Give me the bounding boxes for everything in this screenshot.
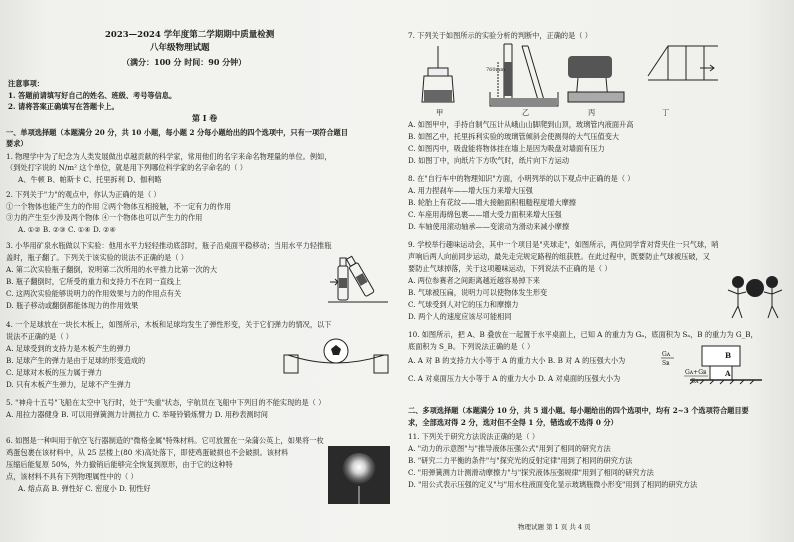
question-text: 6. 如图是一种叫用于航空飞行器制造的"微格金属"特殊材料。它可放置在一朵蒲公英上，如果将一枚 bbox=[6, 436, 324, 445]
answer-option: B. 瓶子翻倒时，它所受的重力和支持力不在同一直线上 bbox=[6, 277, 182, 286]
question-text: 11. 下列关于研究方法说法正确的是（ ） bbox=[408, 432, 540, 441]
answer-options: A. A 对 B 的支持力大小等于 A 的重力大小 B. B 对 A 的压强大小为 bbox=[408, 356, 626, 365]
question-text: 鸡蛋包裹在该材料中，从 25 层楼上(80 米)高处落下，即使鸡蛋破损也不会破损。该材料 bbox=[6, 448, 289, 457]
answer-options: A. ①② B. ②③ C. ①④ D. ②④ bbox=[18, 225, 116, 234]
answer-option: B. 如图乙中，托里拆利实验的玻璃管倾斜会使测得的大气压值变大 bbox=[408, 132, 620, 141]
section-heading: 求，全部选对得 2 分，选对但不全得 1 分，错选或不选得 0 分） bbox=[408, 418, 618, 427]
figure-bing bbox=[568, 56, 624, 102]
question-text: 5. "神舟十五号"飞船在太空中飞行时，处于"失重"状态，宇航员在飞船中下列目的不能实现的是（ ） bbox=[6, 398, 326, 407]
answer-option: C. "用弹簧测力计测滑动摩擦力"与"探究液体压强规律"用到了相同的研究方法 bbox=[408, 468, 654, 477]
dandelion-photo bbox=[328, 446, 390, 504]
answer-option: D. 车轴使用滚动轴承——变滚动为滑动来减小摩擦 bbox=[408, 222, 570, 231]
answer-option: C. 足球对木板的压力属于弹力 bbox=[6, 368, 103, 377]
balloon-kids-figure bbox=[724, 272, 786, 322]
answer-option: A. 如图甲中，手持自制气压计从峨山山脚爬到山顶，玻璃管内液面升高 bbox=[408, 120, 634, 129]
figure-label: 丁 bbox=[662, 108, 670, 117]
question-text: ③力的产生至少涉及两个物体 ④一个物体也可以产生力的作用 bbox=[6, 213, 203, 222]
question-text: 7. 下列关于如图所示的实验分析的判断中，正确的是（ ） bbox=[408, 31, 592, 40]
question-text: 要防止气球掉落，关于这项趣味运动，下列说法不正确的是（ ） bbox=[408, 264, 612, 273]
question-text: 盖时，瓶子翻了。下列关于该实验的说法不正确的是（ ） bbox=[6, 253, 188, 262]
notes-line: 1. 答题前请填写好自己的姓名、班级、考号等信息。 bbox=[8, 91, 177, 100]
figure-jia bbox=[422, 46, 454, 102]
question-text: 9. 学校举行趣味运动会，其中一个项目是"夹球走"，如图所示，两位同学背对背夹住一只气球，哨 bbox=[408, 240, 719, 249]
section-heading: 要求） bbox=[6, 139, 28, 148]
exam-title: 2023—2024 学年度第二学期期中质量检测 bbox=[105, 30, 275, 40]
answer-option: A. 两位参赛者之间距离越近越容易掉下来 bbox=[408, 276, 540, 285]
figure-label: 乙 bbox=[522, 108, 530, 117]
figure-label: 丙 bbox=[588, 108, 596, 117]
answer-option: B. 气球被压扁，说明力可以使物体发生形变 bbox=[408, 288, 548, 297]
section-heading: 一、单项选择题（本题满分 20 分，共 10 小题，每小题 2 分每小题给出的四个选项中，只有一项符合题目 bbox=[6, 128, 348, 137]
svg-text:Gᴀ+Gʙ: Gᴀ+Gʙ bbox=[685, 369, 707, 376]
formula-fraction bbox=[660, 349, 684, 367]
question-text: 声响后两人向前同步运动，最先走完规定路程的组获胜。在此过程中，既要防止气球被压破，又 bbox=[408, 252, 710, 261]
page-footer: 物理试题 第 1 页 共 4 页 bbox=[518, 523, 591, 531]
football-board-figure bbox=[282, 335, 390, 377]
figure-label: 甲 bbox=[436, 108, 444, 117]
question-text: 4. 一个足球放在一块长木板上，如图所示，木板和足球均发生了弹性形变，关于它们弹力的情况，以下 bbox=[6, 320, 332, 329]
answer-option: B. 足球产生的弹力是由于足球的形变造成的 bbox=[6, 356, 146, 365]
block-label: B bbox=[725, 351, 732, 360]
q7-figures bbox=[418, 40, 794, 114]
question-text: 点，该材料不具有下列物理属性中的（ ） bbox=[6, 472, 138, 481]
answer-option: C. 这两次实验能够说明力的作用效果与力的作用点有关 bbox=[6, 289, 182, 298]
figure-yi bbox=[490, 44, 558, 106]
answer-option: A. "动力的示意图"与"推导液体压强公式"用到了相同的研究方法 bbox=[408, 444, 611, 453]
volume-heading: 第 I 卷 bbox=[192, 113, 218, 123]
answer-option: A. 足球受到的支持力是木板产生的弹力 bbox=[6, 344, 131, 353]
exam-subtitle: 八年级物理试题 bbox=[150, 43, 210, 53]
answer-option: D. 只有木板产生弹力，足球不产生弹力 bbox=[6, 380, 132, 389]
question-text: ①一个物体也能产生力的作用 ②两个物体互相接触，不一定有力的作用 bbox=[6, 202, 232, 211]
answer-option: C. 气球受到人对它的压力和摩擦力 bbox=[408, 300, 519, 309]
svg-text:Sʙ: Sʙ bbox=[662, 360, 670, 367]
svg-text:Gᴀ: Gᴀ bbox=[662, 351, 671, 358]
figure-ding bbox=[648, 46, 718, 80]
answer-option: A. 第二次实验瓶子翻倒，说明第二次所用的水平推力比第一次的大 bbox=[6, 265, 218, 274]
figure-label-760mm: 760mm bbox=[486, 67, 506, 73]
exam-meta: （满分：100 分 时间：90 分钟） bbox=[122, 57, 247, 67]
question-text: 说法不正确的是（ ） bbox=[6, 332, 73, 341]
answer-options: A. 熔点高 B. 弹性好 C. 密度小 D. 韧性好 bbox=[18, 484, 151, 493]
question-text: 底面积为 S_B。下列说法正确的是（ ） bbox=[408, 342, 535, 351]
answer-options: A、牛顿 B、帕斯卡 C、托里拆利 D、伽利略 bbox=[18, 175, 162, 184]
question-text: 压缩后能复原 50%，外力撤销后能够完全恢复到原形，由于它的这种特 bbox=[6, 460, 233, 469]
answer-option: C. 车座用海绵包裹——增大受力面积来增大压强 bbox=[408, 210, 562, 219]
answer-option: D. "用公式表示压强的定义"与"用水柱液面变化显示玻璃瓶微小形变"用到了相同的研究方法 bbox=[408, 480, 698, 489]
svg-text:Sᴀ: Sᴀ bbox=[691, 378, 699, 385]
answer-option: A. 用力捏刹车——增大压力来增大压强 bbox=[408, 186, 533, 195]
answer-options: C. A 对桌面压力大小等于 A 的重力大小 D. A 对桌面的压强大小为 bbox=[408, 374, 621, 383]
question-text: 1. 物理学中为了纪念为人类发展做出卓越贡献的科学家，常用他们的名字来命名物理量的单位。例如， bbox=[6, 152, 332, 161]
notes-title: 注意事项： bbox=[8, 79, 44, 88]
answer-option: D. 两个人的速度应该尽可能相同 bbox=[408, 312, 512, 321]
bottle-figure bbox=[328, 252, 388, 312]
notes-line: 2. 请将答案正确填写在答题卡上。 bbox=[8, 102, 119, 111]
question-text: 8. 在"自行车中的物理知识"方面，小明列举的以下观点中正确的是（ ） bbox=[408, 174, 635, 183]
answer-option: D. 如图丁中，向纸片下方吹气时，纸片向下方运动 bbox=[408, 156, 570, 165]
answer-option: B. "研究二力平衡的条件"与"探究光的反射定律"用到了相同的研究方法 bbox=[408, 456, 633, 465]
answer-options: A. 用拉力器健身 B. 可以用弹簧测力计测拉力 C. 举哑铃锻炼臂力 D. 用秒表测时间 bbox=[6, 410, 268, 419]
answer-option: D. 瓶子移动或翻倒都能体现力的作用效果 bbox=[6, 301, 139, 310]
question-text: 3. 小华用矿泉水瓶做以下实验：他用水平力轻轻推动底部时，瓶子沿桌面平稳移动；当用水平力轻推瓶 bbox=[6, 241, 332, 250]
question-text: 10. 如图所示，把 A、B 叠放在一起置于水平桌面上，已知 A 的重力为 Gₐ，底面积为 Sₐ，B 的重力为 G_B， bbox=[408, 330, 758, 339]
question-text: 2. 下列关于"力"的观点中，你认为正确的是（ ） bbox=[6, 190, 161, 199]
section-heading: 二、多项选择题（本题满分 10 分，共 5 道小题。每小题给出的四个选项中，均有 2~3 个选项符合题目要 bbox=[408, 406, 749, 415]
answer-option: B. 轮胎上有花纹——增大接触面积粗糙程度增大摩擦 bbox=[408, 198, 576, 207]
answer-option: C. 如图丙中，吸盘能将物体挂在墙上是因为吸盘对墙面有压力 bbox=[408, 144, 605, 153]
question-text: （到处打字说的 N/m² 这个单位，就是用下列哪位科学家的名字命名的（ ） bbox=[6, 163, 247, 172]
block-label: A bbox=[725, 369, 731, 378]
